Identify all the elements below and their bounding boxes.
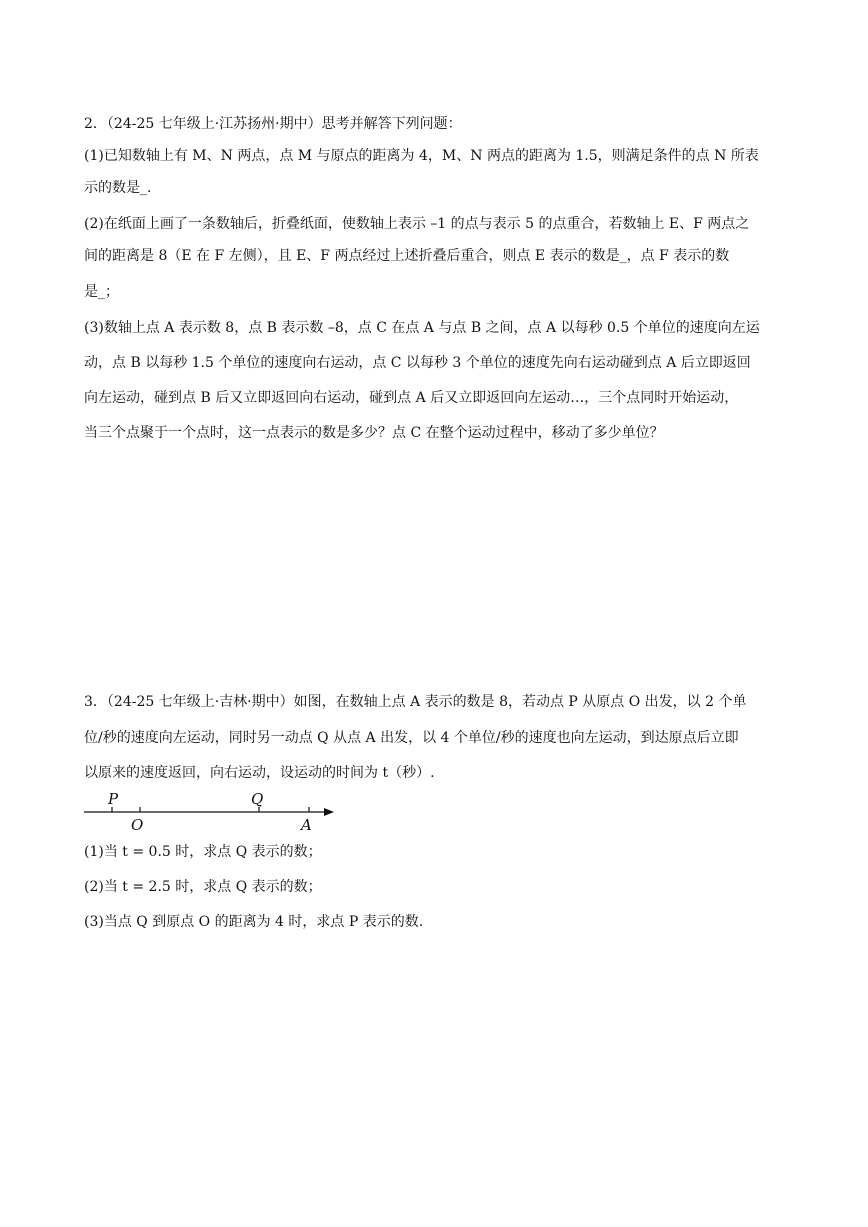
label-a: A [301,816,312,834]
question-2-line: (3)数轴上点 A 表示数 8，点 B 表示数 –8，点 C 在点 A 与点 B 之间，点 A 以每秒 0.5 个单位的速度向左运 [84,320,760,336]
label-p: P [108,790,119,808]
question-2-line: 当三个点聚于一个点时，这一点表示的数是多少？点 C 在整个运动过程中，移动了多少单位？ [84,425,664,441]
label-q: Q [251,790,264,808]
question-3-header: 以原来的速度返回，向右运动，设运动的时间为 t（秒）. [84,765,435,781]
question-2-line: 向左运动，碰到点 B 后又立即返回向右运动，碰到点 A 后又立即返回向左运动…，三个点同时开始运动， [84,390,739,406]
question-3-header: 位/秒的速度向左运动，同时另一动点 Q 从点 A 出发，以 4 个单位/秒的速度也向左运动，到达原点后立即 [84,730,739,746]
question-3-sub: (3)当点 Q 到原点 O 的距离为 4 时，求点 P 表示的数. [84,914,424,930]
question-2-line: (2)在纸面上画了一条数轴后，折叠纸面，使数轴上表示 –1 的点与表示 5 的点重合，若数轴上 E、F 两点之 [84,216,750,232]
number-line-diagram [84,790,344,836]
question-2-line: 是_； [84,284,119,300]
question-2-line: 示的数是_. [84,180,152,196]
question-3-sub: (2)当 t = 2.5 时，求点 Q 表示的数； [84,879,322,895]
label-o: O [131,816,144,834]
question-2-line: (1)已知数轴上有 M、N 两点，点 M 与原点的距离为 4，M、N 两点的距离为 1.5，则满足条件的点 N 所表 [84,148,759,164]
question-2-line: 动，点 B 以每秒 1.5 个单位的速度向右运动，点 C 以每秒 3 个单位的速度先向右运动碰到点 A 后立即返回 [84,355,751,371]
question-3-header: 3．（24-25 七年级上·吉林·期中）如图，在数轴上点 A 表示的数是 8，若动点 P 从原点 O 出发，以 2 个单 [84,694,747,710]
question-3-sub: (1)当 t = 0.5 时，求点 Q 表示的数； [84,844,322,860]
question-2-header: 2．（24-25 七年级上·江苏扬州·期中）思考并解答下列问题： [84,116,462,132]
question-2-line: 间的距离是 8（E 在 F 左侧），且 E、F 两点经过上述折叠后重合，则点 E 表示的数是_，点 F 表示的数 [84,248,730,264]
number-line-arrow [324,808,334,816]
